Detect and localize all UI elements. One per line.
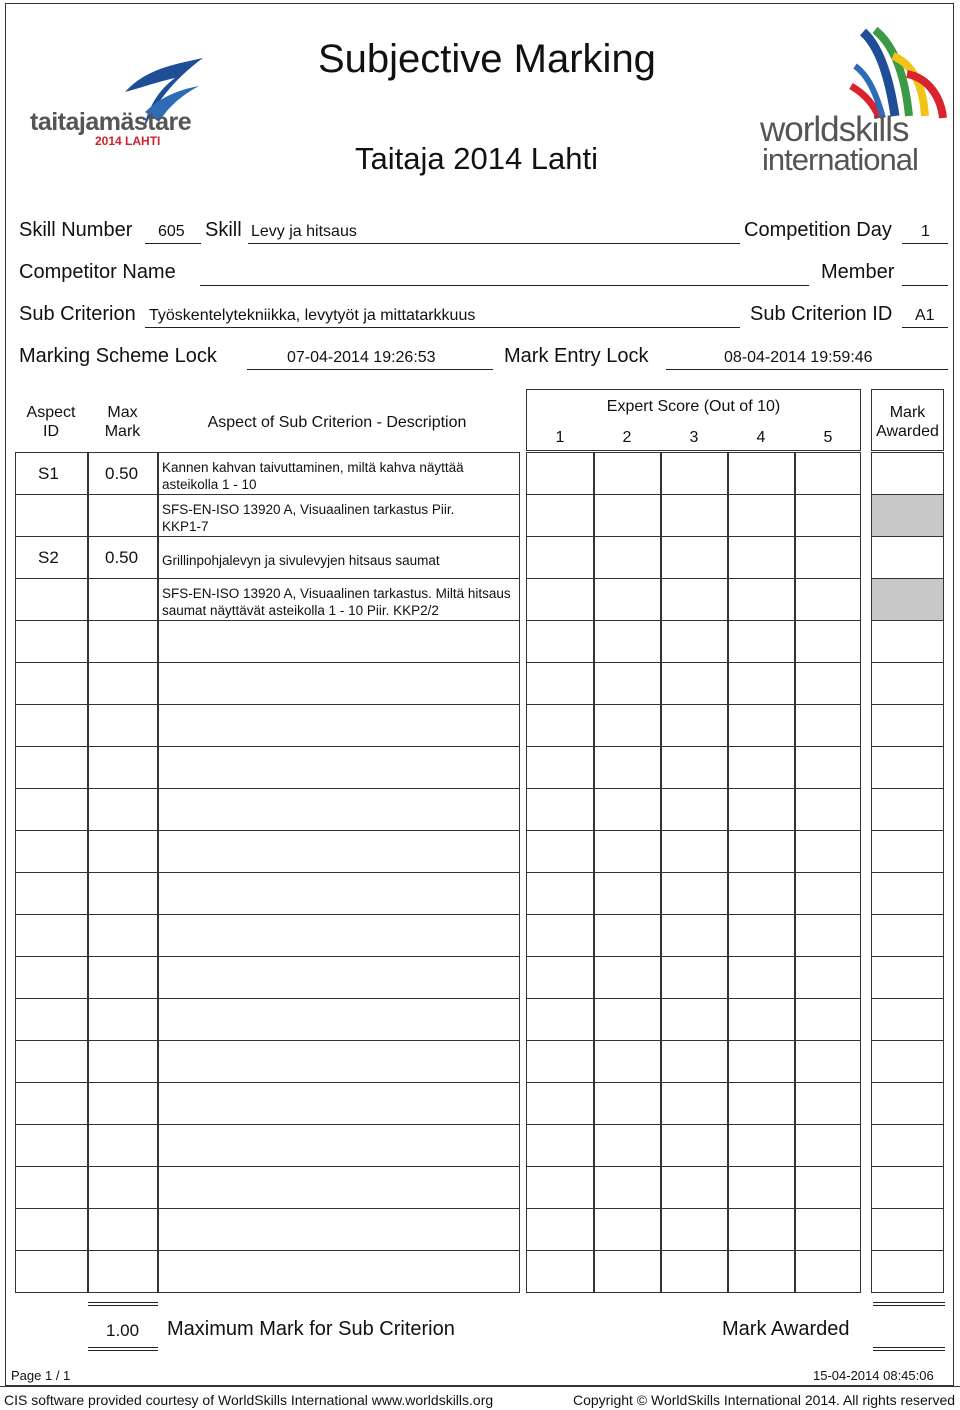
aspect-id-cell — [15, 662, 88, 705]
expert-score-5-cell[interactable] — [795, 830, 861, 873]
event-title: Taitaja 2014 Lahti — [355, 141, 599, 176]
expert-score-5-cell[interactable] — [795, 746, 861, 789]
expert-score-5-cell[interactable] — [795, 1166, 861, 1209]
expert-score-2-cell[interactable] — [594, 788, 661, 831]
expert-score-2-cell[interactable] — [594, 1082, 661, 1125]
mark-awarded-total-label: Mark Awarded — [722, 1318, 850, 1340]
expert-score-2-cell[interactable] — [594, 872, 661, 915]
expert-score-5-cell[interactable] — [795, 662, 861, 705]
expert-score-2-cell[interactable] — [594, 998, 661, 1041]
mark-awarded-cell[interactable] — [871, 1124, 944, 1167]
expert-score-3-cell[interactable] — [661, 1124, 728, 1167]
description-cell — [158, 956, 520, 999]
expert-score-3-cell[interactable] — [661, 578, 728, 621]
expert-score-2-cell[interactable] — [594, 746, 661, 789]
expert-score-1-cell[interactable] — [526, 872, 594, 915]
expert-score-5-cell[interactable] — [795, 494, 861, 537]
mark-entry-lock-value: 08-04-2014 19:59:46 — [724, 349, 873, 366]
mark-awarded-cell[interactable] — [871, 746, 944, 789]
description-cell — [158, 788, 520, 831]
mark-awarded-cell[interactable] — [871, 788, 944, 831]
expert-score-3-cell[interactable] — [661, 704, 728, 747]
expert-score-3-cell[interactable] — [661, 788, 728, 831]
expert-score-5-cell[interactable] — [795, 956, 861, 999]
col-max-mark: Max Mark — [104, 404, 141, 440]
aspect-id-cell — [15, 788, 88, 831]
expert-score-1-cell[interactable] — [526, 998, 594, 1041]
expert-score-3-cell[interactable] — [661, 1250, 728, 1293]
max-total-value: 1.00 — [106, 1321, 140, 1340]
footer-courtesy: CIS software provided courtesy of WorldSkills International www.worldskills.org — [4, 1392, 494, 1408]
aspect-id-cell — [15, 872, 88, 915]
expert-score-4-cell[interactable] — [728, 998, 795, 1041]
mark-awarded-cell[interactable] — [871, 1208, 944, 1251]
description-cell — [158, 914, 520, 957]
max-mark-cell — [88, 1166, 158, 1209]
aspect-id-cell — [15, 620, 88, 663]
expert-score-3-cell[interactable] — [661, 1166, 728, 1209]
description-cell — [158, 620, 520, 663]
expert-score-1-cell[interactable] — [526, 788, 594, 831]
expert-score-1-cell[interactable] — [526, 1082, 594, 1125]
description-cell — [158, 830, 520, 873]
max-mark-cell — [88, 578, 158, 621]
expert-score-5-cell[interactable] — [795, 998, 861, 1041]
print-timestamp: 15-04-2014 08:45:06 — [813, 1368, 934, 1383]
worldskills-logo-text: worldskills — [760, 110, 909, 149]
aspect-id-cell — [15, 830, 88, 873]
expert-score-1-cell[interactable] — [526, 1250, 594, 1293]
description-cell — [158, 998, 520, 1041]
worldskills-ribbon-icon — [845, 26, 955, 122]
max-mark-cell — [88, 1082, 158, 1125]
aspect-s1-note: SFS-EN-ISO 13920 A, Visuaalinen tarkastus Piir. KKP1-7 — [162, 502, 455, 534]
expert-score-4-cell[interactable] — [728, 494, 795, 537]
expert-score-1-cell[interactable] — [526, 1040, 594, 1083]
expert-score-3-cell[interactable] — [661, 536, 728, 579]
expert-score-5-cell[interactable] — [795, 578, 861, 621]
mark-awarded-cell[interactable] — [871, 494, 944, 537]
expert-score-1-cell[interactable] — [526, 452, 594, 495]
expert-score-5-cell[interactable] — [795, 788, 861, 831]
expert-score-4-cell[interactable] — [728, 1250, 795, 1293]
aspect-id-cell — [15, 746, 88, 789]
max-mark-cell — [88, 1208, 158, 1251]
max-mark-cell — [88, 1040, 158, 1083]
max-mark-cell — [88, 662, 158, 705]
marking-scheme-lock-label: Marking Scheme Lock — [19, 345, 217, 367]
expert-score-2-cell[interactable] — [594, 914, 661, 957]
expert-score-4-cell[interactable] — [728, 872, 795, 915]
max-mark-cell — [88, 620, 158, 663]
aspect-id-cell — [15, 956, 88, 999]
col-aspect-id: Aspect ID — [26, 404, 76, 440]
expert-score-4-cell[interactable] — [728, 536, 795, 579]
max-mark-cell — [88, 1124, 158, 1167]
aspect-id-cell — [15, 578, 88, 621]
mark-awarded-cell[interactable] — [871, 578, 944, 621]
description-cell — [158, 1250, 520, 1293]
aspect-id-cell — [15, 914, 88, 957]
expert-score-3-cell[interactable] — [661, 452, 728, 495]
max-mark-cell — [88, 746, 158, 789]
expert-score-3-cell[interactable] — [661, 1040, 728, 1083]
skill-label: Skill — [205, 219, 242, 241]
aspect-s2-id: S2 — [38, 548, 59, 567]
mark-awarded-total-field[interactable] — [873, 1347, 945, 1351]
aspect-s2-description: Grillinpohjalevyn ja sivulevyjen hitsaus saumat — [162, 553, 440, 568]
expert-score-5-cell[interactable] — [795, 536, 861, 579]
mark-awarded-cell[interactable] — [871, 830, 944, 873]
aspect-id-cell — [15, 494, 88, 537]
mark-awarded-cell[interactable] — [871, 536, 944, 579]
expert-score-1-cell[interactable] — [526, 578, 594, 621]
taitaja-logo-text: taitajamästare — [30, 108, 192, 136]
expert-score-3-cell[interactable] — [661, 1208, 728, 1251]
competitor-name-label: Competitor Name — [19, 261, 176, 283]
mark-awarded-cell[interactable] — [871, 956, 944, 999]
max-mark-cell — [88, 1250, 158, 1293]
description-cell — [158, 1208, 520, 1251]
mark-awarded-cell[interactable] — [871, 704, 944, 747]
expert-score-4-cell[interactable] — [728, 1040, 795, 1083]
skill-number-label: Skill Number — [19, 219, 133, 241]
aspect-s1-id: S1 — [38, 464, 59, 483]
description-cell — [158, 872, 520, 915]
expert-score-1-cell[interactable] — [526, 704, 594, 747]
mark-awarded-cell[interactable] — [871, 1040, 944, 1083]
max-mark-cell — [88, 956, 158, 999]
expert-number-5: 5 — [823, 429, 833, 446]
max-mark-cell — [88, 830, 158, 873]
description-cell — [158, 1082, 520, 1125]
description-cell — [158, 1124, 520, 1167]
expert-score-4-cell[interactable] — [728, 746, 795, 789]
aspect-id-cell — [15, 998, 88, 1041]
expert-score-2-cell[interactable] — [594, 956, 661, 999]
aspect-id-cell — [15, 1040, 88, 1083]
expert-score-3-cell[interactable] — [661, 494, 728, 537]
skill-value: Levy ja hitsaus — [251, 223, 357, 240]
max-total-label: Maximum Mark for Sub Criterion — [167, 1318, 455, 1340]
expert-number-2: 2 — [622, 429, 632, 446]
sub-criterion-label: Sub Criterion — [19, 303, 136, 325]
expert-score-2-cell[interactable] — [594, 494, 661, 537]
col-description: Aspect of Sub Criterion - Description — [207, 414, 467, 431]
col-expert-score: Expert Score (Out of 10) — [606, 398, 781, 415]
expert-score-2-cell[interactable] — [594, 1250, 661, 1293]
expert-score-4-cell[interactable] — [728, 830, 795, 873]
expert-score-1-cell[interactable] — [526, 1166, 594, 1209]
expert-score-2-cell[interactable] — [594, 662, 661, 705]
description-cell — [158, 1040, 520, 1083]
max-mark-cell — [88, 914, 158, 957]
expert-score-4-cell[interactable] — [728, 956, 795, 999]
expert-score-1-cell[interactable] — [526, 662, 594, 705]
page-title: Subjective Marking — [318, 37, 656, 81]
description-cell — [158, 704, 520, 747]
expert-score-3-cell[interactable] — [661, 830, 728, 873]
max-mark-cell — [88, 998, 158, 1041]
sub-criterion-value: Työskentelytekniikka, levytyöt ja mittatarkkuus — [149, 307, 476, 324]
expert-score-5-cell[interactable] — [795, 872, 861, 915]
mark-awarded-cell[interactable] — [871, 1082, 944, 1125]
expert-score-4-cell[interactable] — [728, 788, 795, 831]
worldskills-logo-sub: international — [762, 142, 918, 177]
expert-score-2-cell[interactable] — [594, 620, 661, 663]
expert-score-1-cell[interactable] — [526, 830, 594, 873]
mark-awarded-cell[interactable] — [871, 914, 944, 957]
taitaja-logo-sub: 2014 LAHTI — [95, 134, 161, 148]
aspect-id-cell — [15, 1208, 88, 1251]
mark-awarded-cell[interactable] — [871, 998, 944, 1041]
expert-score-5-cell[interactable] — [795, 452, 861, 495]
expert-score-3-cell[interactable] — [661, 956, 728, 999]
expert-score-3-cell[interactable] — [661, 872, 728, 915]
expert-score-3-cell[interactable] — [661, 914, 728, 957]
expert-score-3-cell[interactable] — [661, 1082, 728, 1125]
expert-score-3-cell[interactable] — [661, 662, 728, 705]
sub-criterion-id-value: A1 — [915, 307, 935, 324]
mark-awarded-cell[interactable] — [871, 662, 944, 705]
expert-score-4-cell[interactable] — [728, 452, 795, 495]
expert-score-2-cell[interactable] — [594, 1124, 661, 1167]
description-cell — [158, 662, 520, 705]
footer-copyright: Copyright © WorldSkills International 2014. All rights reserved — [573, 1392, 956, 1408]
expert-score-1-cell[interactable] — [526, 494, 594, 537]
expert-score-1-cell[interactable] — [526, 1124, 594, 1167]
description-cell — [158, 746, 520, 789]
skill-number-value: 605 — [158, 223, 185, 240]
aspect-s2-max: 0.50 — [105, 548, 139, 567]
marking-scheme-lock-value: 07-04-2014 19:26:53 — [287, 349, 436, 366]
expert-score-5-cell[interactable] — [795, 704, 861, 747]
expert-score-5-cell[interactable] — [795, 620, 861, 663]
aspect-id-cell — [15, 1250, 88, 1293]
expert-score-2-cell[interactable] — [594, 452, 661, 495]
aspect-s2-note: SFS-EN-ISO 13920 A, Visuaalinen tarkastus. Miltä hitsaus saumat näyttävät asteikolla 1 - 10 Piir. KKP2/2 — [162, 586, 511, 618]
mark-entry-lock-label: Mark Entry Lock — [504, 345, 649, 367]
aspect-id-cell — [15, 1166, 88, 1209]
page-number: Page 1 / 1 — [11, 1368, 71, 1383]
expert-score-4-cell[interactable] — [728, 1166, 795, 1209]
expert-score-2-cell[interactable] — [594, 1166, 661, 1209]
expert-score-5-cell[interactable] — [795, 1250, 861, 1293]
competition-day-value: 1 — [921, 223, 930, 240]
aspect-s1-description: Kannen kahvan taivuttaminen, miltä kahva näyttää asteikolla 1 - 10 — [162, 460, 464, 492]
expert-score-1-cell[interactable] — [526, 956, 594, 999]
expert-number-4: 4 — [756, 429, 766, 446]
expert-score-1-cell[interactable] — [526, 620, 594, 663]
expert-score-4-cell[interactable] — [728, 662, 795, 705]
expert-score-2-cell[interactable] — [594, 1208, 661, 1251]
max-mark-cell — [88, 788, 158, 831]
expert-score-4-cell[interactable] — [728, 1082, 795, 1125]
description-cell — [158, 1166, 520, 1209]
expert-score-1-cell[interactable] — [526, 1208, 594, 1251]
expert-score-5-cell[interactable] — [795, 1124, 861, 1167]
mark-awarded-cell[interactable] — [871, 620, 944, 663]
expert-number-3: 3 — [689, 429, 699, 446]
aspect-id-cell — [15, 1082, 88, 1125]
expert-score-3-cell[interactable] — [661, 998, 728, 1041]
expert-score-2-cell[interactable] — [594, 578, 661, 621]
expert-score-4-cell[interactable] — [728, 914, 795, 957]
aspect-s1-max: 0.50 — [105, 464, 139, 483]
mark-awarded-cell[interactable] — [871, 1250, 944, 1293]
expert-score-4-cell[interactable] — [728, 1208, 795, 1251]
expert-number-1: 1 — [555, 429, 565, 446]
expert-score-2-cell[interactable] — [594, 1040, 661, 1083]
max-mark-cell — [88, 494, 158, 537]
expert-score-1-cell[interactable] — [526, 914, 594, 957]
member-label: Member — [821, 261, 895, 283]
expert-score-2-cell[interactable] — [594, 704, 661, 747]
expert-score-4-cell[interactable] — [728, 620, 795, 663]
expert-score-5-cell[interactable] — [795, 1208, 861, 1251]
mark-awarded-cell[interactable] — [871, 872, 944, 915]
expert-score-5-cell[interactable] — [795, 1082, 861, 1125]
sub-criterion-id-label: Sub Criterion ID — [750, 303, 893, 325]
expert-score-2-cell[interactable] — [594, 536, 661, 579]
expert-score-5-cell[interactable] — [795, 1040, 861, 1083]
aspect-id-cell — [15, 704, 88, 747]
competition-day-label: Competition Day — [744, 219, 892, 241]
mark-awarded-cell[interactable] — [871, 452, 944, 495]
aspect-id-cell — [15, 1124, 88, 1167]
expert-score-3-cell[interactable] — [661, 620, 728, 663]
expert-score-4-cell[interactable] — [728, 1124, 795, 1167]
expert-score-4-cell[interactable] — [728, 578, 795, 621]
expert-score-1-cell[interactable] — [526, 746, 594, 789]
expert-score-5-cell[interactable] — [795, 914, 861, 957]
expert-score-1-cell[interactable] — [526, 536, 594, 579]
col-mark-awarded: Mark Awarded — [876, 404, 939, 440]
max-mark-cell — [88, 872, 158, 915]
max-mark-cell — [88, 704, 158, 747]
expert-score-4-cell[interactable] — [728, 704, 795, 747]
mark-awarded-cell[interactable] — [871, 1166, 944, 1209]
expert-score-3-cell[interactable] — [661, 746, 728, 789]
expert-score-2-cell[interactable] — [594, 830, 661, 873]
